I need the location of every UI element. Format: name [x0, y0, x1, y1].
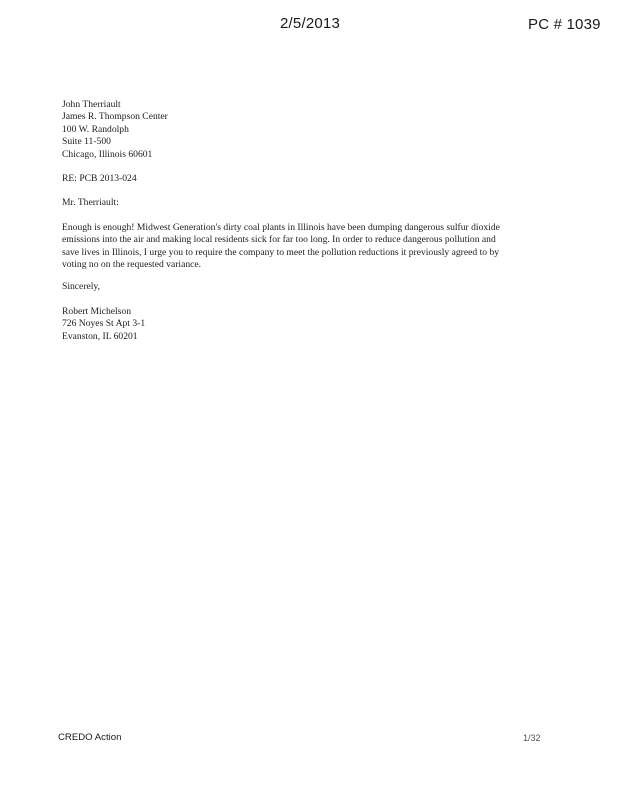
signature-line: 726 Noyes St Apt 3-1	[62, 318, 146, 330]
address-line: John Therriault	[62, 99, 121, 110]
address-line: James R. Thompson Center	[62, 111, 168, 123]
signature-line: Evanston, IL 60201	[62, 330, 138, 342]
letter	[62, 99, 552, 343]
address-line: 100 W. Randolph	[62, 123, 129, 135]
body-line: emissions into the air and making local residents sick for far too long. In order to reduce dangerous pollution and	[62, 234, 496, 246]
stamp-date: 2/5/2013	[280, 15, 340, 32]
signature-block	[62, 306, 552, 343]
footer-page-number: 1/32	[523, 733, 541, 743]
address-line: Suite 11-500	[62, 136, 111, 148]
re-line: RE: PCB 2013-024	[62, 173, 137, 185]
address-line: Chicago, Illinois 60601	[62, 148, 153, 160]
stamp-pc-number: PC # 1039	[528, 16, 601, 33]
closing: Sincerely,	[62, 281, 101, 293]
footer-source: CREDO Action	[58, 732, 122, 743]
signature-line: Robert Michelson	[62, 305, 132, 317]
letter-body	[62, 222, 552, 272]
salutation: Mr. Therriault:	[62, 197, 119, 209]
body-line: voting no on the requested variance.	[62, 259, 202, 271]
body-line: save lives in Illinois, I urge you to require the company to meet the pollution reductions it previously agreed to by	[62, 246, 500, 258]
recipient-address	[62, 99, 552, 161]
body-line: Enough is enough! Midwest Generation's dirty coal plants in Illinois have been dumping dangerous sulfur dioxide	[62, 221, 500, 233]
